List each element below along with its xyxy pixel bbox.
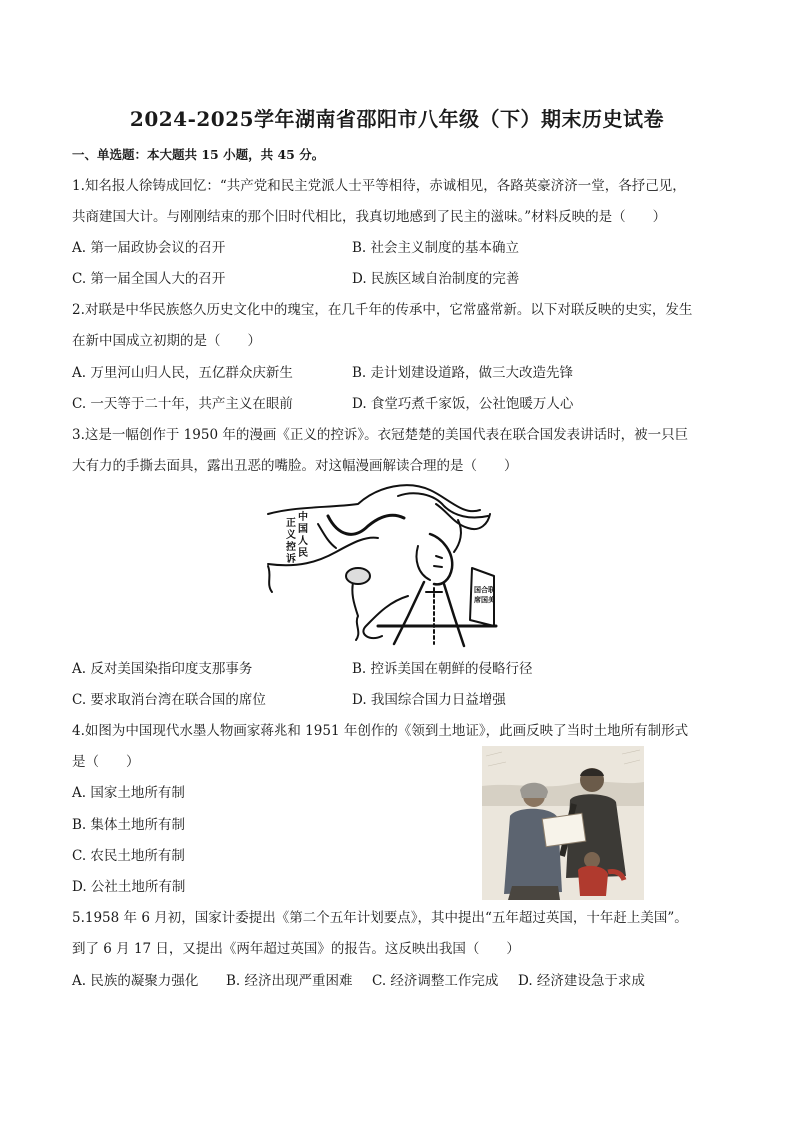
q3-option-d: D. 我国综合国力日益增强: [352, 692, 506, 708]
q5-option-a: A. 民族的凝聚力强化: [72, 973, 199, 989]
question-2-line-1: 2.对联是中华民族悠久历史文化中的瑰宝，在几千年的传承中，它常盛常新。以下对联反映的史实，发生: [72, 302, 693, 318]
cartoon-sign-line-1: 国合联: [474, 586, 495, 594]
q2-option-d: D. 食堂巧煮千家饭，公社饱暖万人心: [352, 396, 574, 412]
cartoon-label-yi: 义: [286, 530, 296, 541]
q5-option-b: B. 经济出现严重困难: [226, 973, 353, 989]
q2-option-c: C. 一天等于二十年，共产主义在眼前: [72, 396, 293, 412]
q4-option-d: D. 公社土地所有制: [72, 879, 186, 895]
q5-option-d: D. 经济建设急于求成: [518, 973, 645, 989]
q3-option-b: B. 控诉美国在朝鲜的侵略行径: [352, 661, 533, 677]
question-5-line-2: 到了 6 月 17 日，又提出《两年超过英国》的报告。这反映出我国（ ）: [72, 941, 520, 957]
question-4-line-1: 4.如图为中国现代水墨人物画家蒋兆和 1951 年创作的《领到土地证》，此画反映了当时土地所有制形式: [72, 723, 689, 739]
q3-option-c: C. 要求取消台湾在联合国的席位: [72, 692, 266, 708]
question-4-line-2: 是（ ）: [72, 754, 140, 770]
q5-option-c: C. 经济调整工作完成: [372, 973, 499, 989]
q1-option-b: B. 社会主义制度的基本确立: [352, 240, 520, 256]
question-5-line-1: 5.1958 年 6 月初，国家计委提出《第二个五年计划要点》，其中提出“五年超过英国，十年赶上美国”。: [72, 910, 688, 926]
question-1-line-1: 1.知名报人徐铸成回忆：“共产党和民主党派人士平等相待，赤诚相见，各路英豪济济一堂，各抒己见，: [72, 178, 686, 194]
q1-option-c: C. 第一届全国人大的召开: [72, 271, 226, 287]
q1-option-a: A. 第一届政协会议的召开: [72, 240, 226, 256]
cartoon-label-zhong: 中: [298, 512, 308, 523]
cartoon-sign-line-2: 席国美: [474, 596, 495, 604]
cartoon-label-zheng: 正: [286, 518, 296, 529]
question-3-line-2: 大有力的手撕去面具，露出丑恶的嘴脸。对这幅漫画解读合理的是（ ）: [72, 458, 518, 474]
q4-option-b: B. 集体土地所有制: [72, 817, 186, 833]
question-1-line-2: 共商建国大计。与刚刚结束的那个旧时代相比，我真切地感到了民主的滋味。”材料反映的是（ ）: [72, 209, 667, 225]
q4-option-c: C. 农民土地所有制: [72, 848, 185, 864]
cartoon-image: [258, 476, 498, 648]
question-2-line-2: 在新中国成立初期的是（ ）: [72, 333, 261, 349]
q1-option-d: D. 民族区域自治制度的完善: [352, 271, 520, 287]
section-heading: 一、单选题：本大题共 15 小题，共 45 分。: [72, 147, 325, 162]
cartoon-label-kong: 控: [286, 542, 296, 553]
cartoon-label-ren: 人: [298, 536, 308, 547]
page-title: 2024-2025学年湖南省邵阳市八年级（下）期末历史试卷: [129, 107, 665, 131]
cartoon-label-su: 诉: [286, 554, 296, 565]
question-3-line-1: 3.这是一幅创作于 1950 年的漫画《正义的控诉》。衣冠楚楚的美国代表在联合国发表讲话时，被一只巨: [72, 427, 689, 443]
q2-option-a: A. 万里河山归人民，五亿群众庆新生: [72, 365, 293, 381]
q3-option-a: A. 反对美国染指印度支那事务: [72, 661, 253, 677]
cartoon-label-guo: 国: [298, 524, 308, 535]
painting-image: [482, 746, 644, 900]
q2-option-b: B. 走计划建设道路，做三大改造先锋: [352, 365, 574, 381]
q4-option-a: A. 国家土地所有制: [72, 785, 185, 801]
cartoon-label-min: 民: [298, 548, 308, 559]
